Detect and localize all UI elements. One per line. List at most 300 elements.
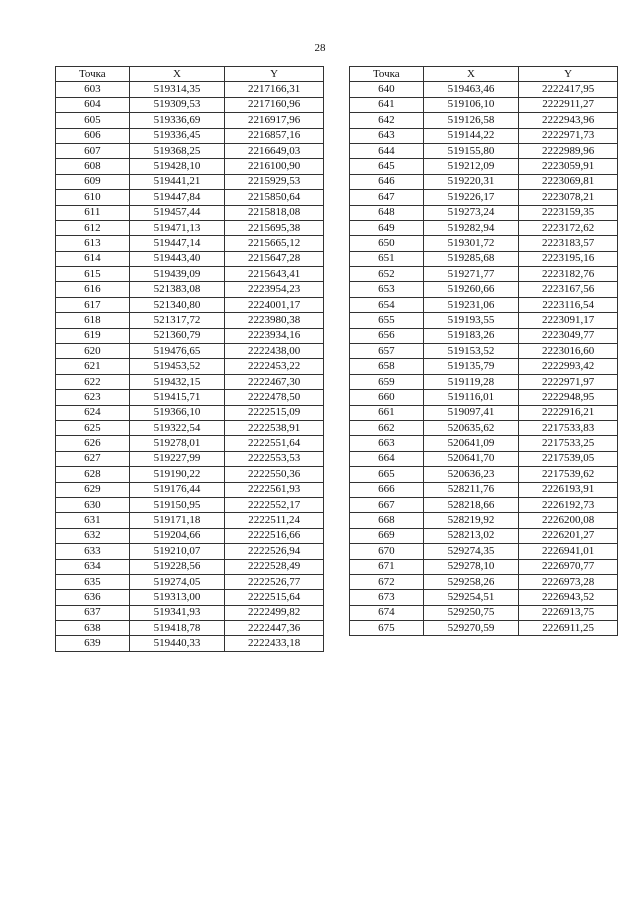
- x-cell: 519193,55: [423, 313, 519, 328]
- x-cell: 529270,59: [423, 621, 519, 636]
- y-cell: 2222553,53: [225, 451, 324, 466]
- table-row: [56, 174, 324, 189]
- table-row: [56, 282, 324, 297]
- x-cell: 519153,52: [423, 344, 519, 359]
- y-cell: 2223078,21: [519, 190, 618, 205]
- y-cell: 2222511,24: [225, 513, 324, 528]
- point-cell: 608: [56, 159, 130, 174]
- x-cell: 519097,41: [423, 405, 519, 420]
- y-cell: 2217539,05: [519, 451, 618, 466]
- x-cell: 529254,51: [423, 590, 519, 605]
- x-cell: 519282,94: [423, 220, 519, 235]
- x-cell: 519226,17: [423, 190, 519, 205]
- x-cell: 519314,35: [129, 82, 225, 97]
- y-cell: 2215665,12: [225, 236, 324, 251]
- x-cell: 519183,26: [423, 328, 519, 343]
- y-cell: 2222550,36: [225, 467, 324, 482]
- point-cell: 643: [350, 128, 424, 143]
- table-row: [56, 590, 324, 605]
- x-cell: 519144,22: [423, 128, 519, 143]
- point-cell: 603: [56, 82, 130, 97]
- table-row: [56, 574, 324, 589]
- y-cell: 2222526,94: [225, 544, 324, 559]
- table-row: [350, 436, 618, 451]
- point-cell: 661: [350, 405, 424, 420]
- table-row: [56, 513, 324, 528]
- table-row: [350, 528, 618, 543]
- point-cell: 620: [56, 344, 130, 359]
- y-cell: 2222989,96: [519, 143, 618, 158]
- y-cell: 2222561,93: [225, 482, 324, 497]
- y-cell: 2222552,17: [225, 497, 324, 512]
- point-cell: 652: [350, 267, 424, 282]
- y-cell: 2223934,16: [225, 328, 324, 343]
- table-row: [56, 405, 324, 420]
- point-cell: 664: [350, 451, 424, 466]
- x-cell: 519126,58: [423, 113, 519, 128]
- point-cell: 624: [56, 405, 130, 420]
- point-cell: 604: [56, 97, 130, 112]
- header-y: Y: [519, 67, 618, 82]
- y-cell: 2222526,77: [225, 574, 324, 589]
- table-row: [350, 236, 618, 251]
- y-cell: 2222447,36: [225, 621, 324, 636]
- y-cell: 2222528,49: [225, 559, 324, 574]
- x-cell: 521340,80: [129, 297, 225, 312]
- point-cell: 658: [350, 359, 424, 374]
- point-cell: 626: [56, 436, 130, 451]
- table-body-left: [56, 82, 324, 651]
- point-cell: 610: [56, 190, 130, 205]
- table-row: [350, 143, 618, 158]
- point-cell: 648: [350, 205, 424, 220]
- y-cell: 2223954,23: [225, 282, 324, 297]
- y-cell: 2215850,64: [225, 190, 324, 205]
- header-y: Y: [225, 67, 324, 82]
- point-cell: 634: [56, 559, 130, 574]
- x-cell: 519116,01: [423, 390, 519, 405]
- x-cell: 519301,72: [423, 236, 519, 251]
- table-row: [350, 467, 618, 482]
- x-cell: 520641,70: [423, 451, 519, 466]
- y-cell: 2222538,91: [225, 420, 324, 435]
- x-cell: 529278,10: [423, 559, 519, 574]
- y-cell: 2222943,96: [519, 113, 618, 128]
- table-row: [56, 113, 324, 128]
- x-cell: 519368,25: [129, 143, 225, 158]
- table-row: [56, 374, 324, 389]
- x-cell: 528218,66: [423, 497, 519, 512]
- x-cell: 519278,01: [129, 436, 225, 451]
- y-cell: 2222948,95: [519, 390, 618, 405]
- x-cell: 519439,09: [129, 267, 225, 282]
- coordinates-table-left: [55, 66, 324, 652]
- table-header-row: [350, 67, 618, 82]
- point-cell: 659: [350, 374, 424, 389]
- table-row: [56, 267, 324, 282]
- point-cell: 605: [56, 113, 130, 128]
- x-cell: 521317,72: [129, 313, 225, 328]
- point-cell: 673: [350, 590, 424, 605]
- table-row: [350, 605, 618, 620]
- y-cell: 2223059,91: [519, 159, 618, 174]
- x-cell: 519440,33: [129, 636, 225, 651]
- table-body-right: [350, 82, 618, 636]
- x-cell: 519210,07: [129, 544, 225, 559]
- point-cell: 628: [56, 467, 130, 482]
- table-row: [350, 97, 618, 112]
- point-cell: 671: [350, 559, 424, 574]
- x-cell: 521383,08: [129, 282, 225, 297]
- x-cell: 519204,66: [129, 528, 225, 543]
- table-row: [350, 497, 618, 512]
- x-cell: 520636,23: [423, 467, 519, 482]
- y-cell: 2223159,35: [519, 205, 618, 220]
- table-row: [350, 282, 618, 297]
- y-cell: 2215695,38: [225, 220, 324, 235]
- y-cell: 2226192,73: [519, 497, 618, 512]
- y-cell: 2222971,73: [519, 128, 618, 143]
- x-cell: 519135,79: [423, 359, 519, 374]
- point-cell: 663: [350, 436, 424, 451]
- x-cell: 519155,80: [423, 143, 519, 158]
- x-cell: 519273,24: [423, 205, 519, 220]
- y-cell: 2223069,81: [519, 174, 618, 189]
- y-cell: 2222433,18: [225, 636, 324, 651]
- y-cell: 2222438,00: [225, 344, 324, 359]
- table-row: [56, 467, 324, 482]
- table-row: [56, 128, 324, 143]
- x-cell: 519106,10: [423, 97, 519, 112]
- y-cell: 2226943,52: [519, 590, 618, 605]
- table-row: [350, 313, 618, 328]
- point-cell: 644: [350, 143, 424, 158]
- point-cell: 617: [56, 297, 130, 312]
- table-row: [350, 328, 618, 343]
- x-cell: 519171,18: [129, 513, 225, 528]
- x-cell: 519212,09: [423, 159, 519, 174]
- table-row: [350, 359, 618, 374]
- x-cell: 519428,10: [129, 159, 225, 174]
- table-row: [56, 559, 324, 574]
- point-cell: 651: [350, 251, 424, 266]
- y-cell: 2223116,54: [519, 297, 618, 312]
- table-header-row: [56, 67, 324, 82]
- x-cell: 519476,65: [129, 344, 225, 359]
- table-row: [56, 297, 324, 312]
- x-cell: 519231,06: [423, 297, 519, 312]
- x-cell: 519341,93: [129, 605, 225, 620]
- point-cell: 621: [56, 359, 130, 374]
- x-cell: 519447,14: [129, 236, 225, 251]
- table-row: [56, 313, 324, 328]
- x-cell: 529250,75: [423, 605, 519, 620]
- table-row: [350, 559, 618, 574]
- point-cell: 670: [350, 544, 424, 559]
- y-cell: 2222467,30: [225, 374, 324, 389]
- y-cell: 2216649,03: [225, 143, 324, 158]
- y-cell: 2226941,01: [519, 544, 618, 559]
- table-row: [350, 374, 618, 389]
- page-number: 28: [314, 42, 326, 54]
- y-cell: 2224001,17: [225, 297, 324, 312]
- point-cell: 612: [56, 220, 130, 235]
- x-cell: 519457,44: [129, 205, 225, 220]
- table-row: [56, 482, 324, 497]
- y-cell: 2215929,53: [225, 174, 324, 189]
- table-row: [350, 420, 618, 435]
- y-cell: 2215647,28: [225, 251, 324, 266]
- y-cell: 2216100,90: [225, 159, 324, 174]
- y-cell: 2223182,76: [519, 267, 618, 282]
- x-cell: 519176,44: [129, 482, 225, 497]
- y-cell: 2222916,21: [519, 405, 618, 420]
- point-cell: 675: [350, 621, 424, 636]
- y-cell: 2217533,25: [519, 436, 618, 451]
- point-cell: 667: [350, 497, 424, 512]
- header-point: Точка: [350, 67, 424, 82]
- table-row: [56, 82, 324, 97]
- point-cell: 622: [56, 374, 130, 389]
- table-row: [350, 267, 618, 282]
- x-cell: 529274,35: [423, 544, 519, 559]
- y-cell: 2222515,64: [225, 590, 324, 605]
- y-cell: 2223195,16: [519, 251, 618, 266]
- point-cell: 641: [350, 97, 424, 112]
- x-cell: 519274,05: [129, 574, 225, 589]
- y-cell: 2222478,50: [225, 390, 324, 405]
- table-row: [56, 636, 324, 651]
- y-cell: 2226973,28: [519, 574, 618, 589]
- x-cell: 529258,26: [423, 574, 519, 589]
- point-cell: 657: [350, 344, 424, 359]
- x-cell: 519453,52: [129, 359, 225, 374]
- y-cell: 2215818,08: [225, 205, 324, 220]
- x-cell: 519463,46: [423, 82, 519, 97]
- point-cell: 650: [350, 236, 424, 251]
- point-cell: 642: [350, 113, 424, 128]
- y-cell: 2226913,75: [519, 605, 618, 620]
- point-cell: 631: [56, 513, 130, 528]
- point-cell: 666: [350, 482, 424, 497]
- point-cell: 665: [350, 467, 424, 482]
- x-cell: 519285,68: [423, 251, 519, 266]
- table-row: [56, 621, 324, 636]
- point-cell: 618: [56, 313, 130, 328]
- y-cell: 2217533,83: [519, 420, 618, 435]
- x-cell: 519313,00: [129, 590, 225, 605]
- point-cell: 606: [56, 128, 130, 143]
- table-row: [56, 359, 324, 374]
- x-cell: 519447,84: [129, 190, 225, 205]
- coordinates-table-right: [349, 66, 618, 636]
- point-cell: 625: [56, 420, 130, 435]
- x-cell: 519228,56: [129, 559, 225, 574]
- table-row: [350, 574, 618, 589]
- y-cell: 2226911,25: [519, 621, 618, 636]
- table-row: [350, 621, 618, 636]
- table-row: [56, 497, 324, 512]
- y-cell: 2226193,91: [519, 482, 618, 497]
- y-cell: 2226970,77: [519, 559, 618, 574]
- table-row: [350, 451, 618, 466]
- x-cell: 519119,28: [423, 374, 519, 389]
- y-cell: 2217539,62: [519, 467, 618, 482]
- table-row: [350, 128, 618, 143]
- table-row: [56, 544, 324, 559]
- point-cell: 672: [350, 574, 424, 589]
- table-row: [56, 251, 324, 266]
- point-cell: 640: [350, 82, 424, 97]
- x-cell: 519271,77: [423, 267, 519, 282]
- point-cell: 619: [56, 328, 130, 343]
- x-cell: 519190,22: [129, 467, 225, 482]
- point-cell: 639: [56, 636, 130, 651]
- table-row: [350, 405, 618, 420]
- y-cell: 2223980,38: [225, 313, 324, 328]
- x-cell: 519443,40: [129, 251, 225, 266]
- y-cell: 2222516,66: [225, 528, 324, 543]
- point-cell: 609: [56, 174, 130, 189]
- y-cell: 2222911,27: [519, 97, 618, 112]
- x-cell: 519220,31: [423, 174, 519, 189]
- x-cell: 519415,71: [129, 390, 225, 405]
- table-row: [350, 159, 618, 174]
- point-cell: 637: [56, 605, 130, 620]
- point-cell: 674: [350, 605, 424, 620]
- x-cell: 519366,10: [129, 405, 225, 420]
- point-cell: 636: [56, 590, 130, 605]
- point-cell: 662: [350, 420, 424, 435]
- point-cell: 629: [56, 482, 130, 497]
- table-row: [56, 420, 324, 435]
- x-cell: 519432,15: [129, 374, 225, 389]
- point-cell: 611: [56, 205, 130, 220]
- table-row: [56, 451, 324, 466]
- table-row: [56, 236, 324, 251]
- table-row: [350, 113, 618, 128]
- header-point: Точка: [56, 67, 130, 82]
- x-cell: 519336,69: [129, 113, 225, 128]
- x-cell: 520635,62: [423, 420, 519, 435]
- table-row: [56, 344, 324, 359]
- point-cell: 635: [56, 574, 130, 589]
- x-cell: 519471,13: [129, 220, 225, 235]
- y-cell: 2223183,57: [519, 236, 618, 251]
- y-cell: 2217160,96: [225, 97, 324, 112]
- x-cell: 519336,45: [129, 128, 225, 143]
- point-cell: 615: [56, 267, 130, 282]
- y-cell: 2216917,96: [225, 113, 324, 128]
- table-row: [350, 297, 618, 312]
- y-cell: 2223172,62: [519, 220, 618, 235]
- point-cell: 613: [56, 236, 130, 251]
- y-cell: 2222551,64: [225, 436, 324, 451]
- point-cell: 669: [350, 528, 424, 543]
- point-cell: 646: [350, 174, 424, 189]
- table-row: [56, 143, 324, 158]
- y-cell: 2226201,27: [519, 528, 618, 543]
- point-cell: 647: [350, 190, 424, 205]
- table-row: [350, 544, 618, 559]
- table-row: [350, 513, 618, 528]
- table-row: [56, 436, 324, 451]
- x-cell: 519418,78: [129, 621, 225, 636]
- y-cell: 2215643,41: [225, 267, 324, 282]
- table-row: [350, 190, 618, 205]
- x-cell: 519309,53: [129, 97, 225, 112]
- point-cell: 632: [56, 528, 130, 543]
- table-row: [56, 159, 324, 174]
- table-row: [350, 590, 618, 605]
- table-row: [56, 528, 324, 543]
- y-cell: 2222515,09: [225, 405, 324, 420]
- y-cell: 2217166,31: [225, 82, 324, 97]
- point-cell: 607: [56, 143, 130, 158]
- x-cell: 528219,92: [423, 513, 519, 528]
- y-cell: 2216857,16: [225, 128, 324, 143]
- y-cell: 2223091,17: [519, 313, 618, 328]
- point-cell: 668: [350, 513, 424, 528]
- point-cell: 660: [350, 390, 424, 405]
- table-row: [350, 174, 618, 189]
- table-row: [56, 390, 324, 405]
- table-row: [350, 205, 618, 220]
- table-row: [56, 97, 324, 112]
- header-x: X: [129, 67, 225, 82]
- table-row: [350, 82, 618, 97]
- y-cell: 2222499,82: [225, 605, 324, 620]
- x-cell: 521360,79: [129, 328, 225, 343]
- point-cell: 616: [56, 282, 130, 297]
- y-cell: 2222417,95: [519, 82, 618, 97]
- x-cell: 528211,76: [423, 482, 519, 497]
- point-cell: 627: [56, 451, 130, 466]
- x-cell: 528213,02: [423, 528, 519, 543]
- table-row: [350, 390, 618, 405]
- table-row: [350, 482, 618, 497]
- point-cell: 638: [56, 621, 130, 636]
- x-cell: 519227,99: [129, 451, 225, 466]
- table-row: [350, 220, 618, 235]
- y-cell: 2222453,22: [225, 359, 324, 374]
- x-cell: 520641,09: [423, 436, 519, 451]
- point-cell: 656: [350, 328, 424, 343]
- y-cell: 2223016,60: [519, 344, 618, 359]
- y-cell: 2222993,42: [519, 359, 618, 374]
- point-cell: 653: [350, 282, 424, 297]
- table-row: [350, 344, 618, 359]
- point-cell: 630: [56, 497, 130, 512]
- table-row: [56, 190, 324, 205]
- point-cell: 645: [350, 159, 424, 174]
- y-cell: 2223049,77: [519, 328, 618, 343]
- x-cell: 519260,66: [423, 282, 519, 297]
- x-cell: 519441,21: [129, 174, 225, 189]
- y-cell: 2223167,56: [519, 282, 618, 297]
- table-row: [56, 220, 324, 235]
- header-x: X: [423, 67, 519, 82]
- x-cell: 519322,54: [129, 420, 225, 435]
- table-row: [350, 251, 618, 266]
- point-cell: 633: [56, 544, 130, 559]
- table-row: [56, 205, 324, 220]
- x-cell: 519150,95: [129, 497, 225, 512]
- y-cell: 2226200,08: [519, 513, 618, 528]
- y-cell: 2222971,97: [519, 374, 618, 389]
- point-cell: 623: [56, 390, 130, 405]
- point-cell: 654: [350, 297, 424, 312]
